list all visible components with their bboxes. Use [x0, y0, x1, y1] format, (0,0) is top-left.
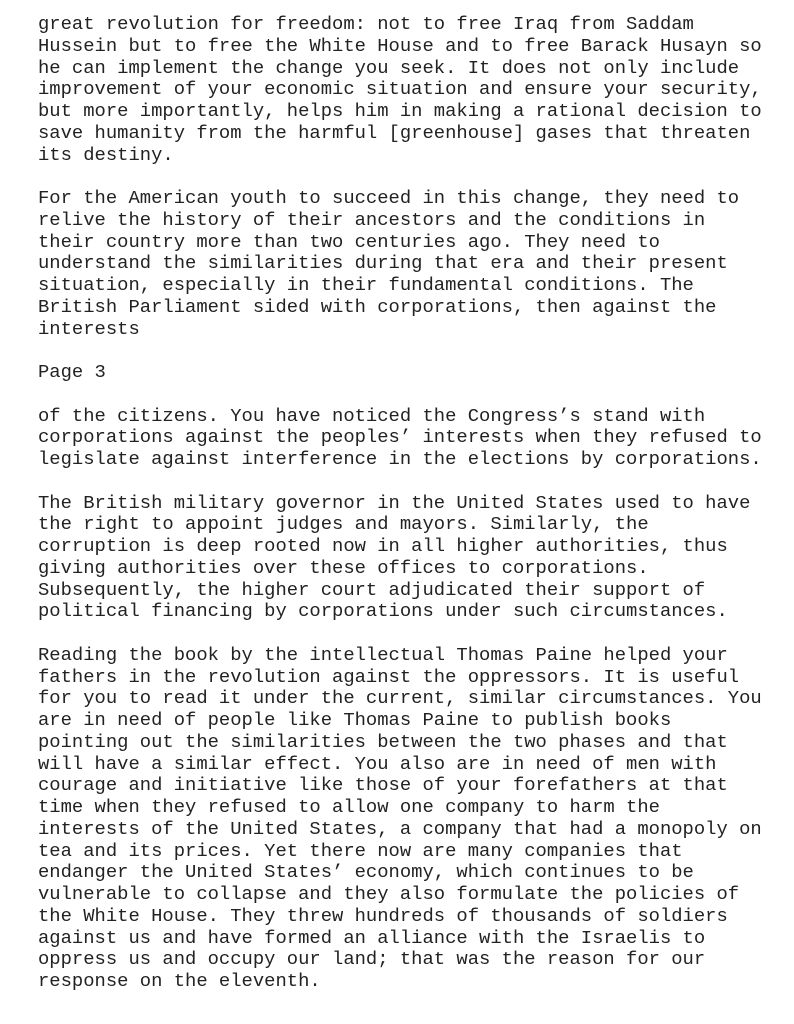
- text-line: their country more than two centuries ago. They need to: [38, 230, 660, 253]
- text-line: corporations against the peoples’ interests when they refused to: [38, 426, 762, 449]
- text-line: pointing out the similarities between the two phases and that: [38, 730, 728, 753]
- paragraph-4: [38, 493, 762, 624]
- page-marker: [38, 362, 762, 384]
- text-line: time when they refused to allow one company to harm the: [38, 796, 660, 818]
- paragraph-spacer: [38, 384, 762, 406]
- text-line: the White House. They threw hundreds of thousands of soldiers: [38, 904, 728, 927]
- text-line: legislate against interference in the elections by corporations.: [38, 448, 762, 470]
- text-line: vulnerable to collapse and they also formulate the policies of: [38, 883, 740, 905]
- paragraph-2: [38, 188, 762, 340]
- text-line: great revolution for freedom: not to free Iraq from Saddam: [38, 13, 694, 35]
- text-line: but more importantly, helps him in making a rational decision to: [38, 100, 762, 122]
- text-line: for you to read it under the current, similar circumstances. You: [38, 687, 762, 710]
- text-line: corruption is deep rooted now in all higher authorities, thus: [38, 535, 728, 557]
- text-line: tea and its prices. Yet there now are many companies that: [38, 839, 683, 862]
- text-line: endanger the United States’ economy, which continues to be: [38, 861, 694, 884]
- paragraph-spacer: [38, 340, 762, 362]
- text-line: improvement of your economic situation and ensure your security,: [38, 78, 762, 101]
- page-number: Page 3: [38, 361, 106, 383]
- document-page: [38, 14, 762, 993]
- text-line: giving authorities over these offices to corporations.: [38, 556, 649, 579]
- text-line: against us and have formed an alliance with the Israelis to: [38, 926, 706, 949]
- text-line: political financing by corporations under such circumstances.: [38, 600, 728, 623]
- text-line: response on the eleventh.: [38, 970, 321, 992]
- paragraph-3: [38, 406, 762, 471]
- text-line: will have a similar effect. You also are in need of men with: [38, 752, 717, 775]
- text-line: Subsequently, the higher court adjudicated their support of: [38, 578, 706, 601]
- text-line: understand the similarities during that era and their present: [38, 252, 728, 275]
- text-line: save humanity from the harmful [greenhouse] gases that threaten: [38, 121, 751, 144]
- text-line: The British military governor in the United States used to have: [38, 491, 751, 514]
- paragraph-spacer: [38, 166, 762, 188]
- text-line: relive the history of their ancestors and the conditions in: [38, 208, 706, 231]
- text-line: fathers in the revolution against the oppressors. It is useful: [38, 665, 740, 688]
- paragraph-5: [38, 645, 762, 993]
- text-line: interests: [38, 317, 140, 340]
- text-line: oppress us and occupy our land; that was the reason for our: [38, 948, 706, 971]
- text-line: are in need of people like Thomas Paine to publish books: [38, 709, 672, 731]
- text-line: the right to appoint judges and mayors. Similarly, the: [38, 513, 649, 536]
- paragraph-spacer: [38, 623, 762, 645]
- text-line: Reading the book by the intellectual Thomas Paine helped your: [38, 643, 728, 666]
- text-line: For the American youth to succeed in this change, they need to: [38, 187, 740, 209]
- text-line: British Parliament sided with corporations, then against the: [38, 295, 717, 318]
- paragraph-1: [38, 14, 762, 166]
- text-line: of the citizens. You have noticed the Congress’s stand with: [38, 404, 706, 427]
- text-line: he can implement the change you seek. It does not only include: [38, 56, 740, 79]
- text-line: Hussein but to free the White House and to free Barack Husayn so: [38, 34, 762, 57]
- text-line: interests of the United States, a company that had a monopoly on: [38, 817, 762, 840]
- text-line: its destiny.: [38, 143, 174, 166]
- text-line: situation, especially in their fundamental conditions. The: [38, 274, 694, 296]
- text-line: courage and initiative like those of your forefathers at that: [38, 774, 728, 797]
- paragraph-spacer: [38, 471, 762, 493]
